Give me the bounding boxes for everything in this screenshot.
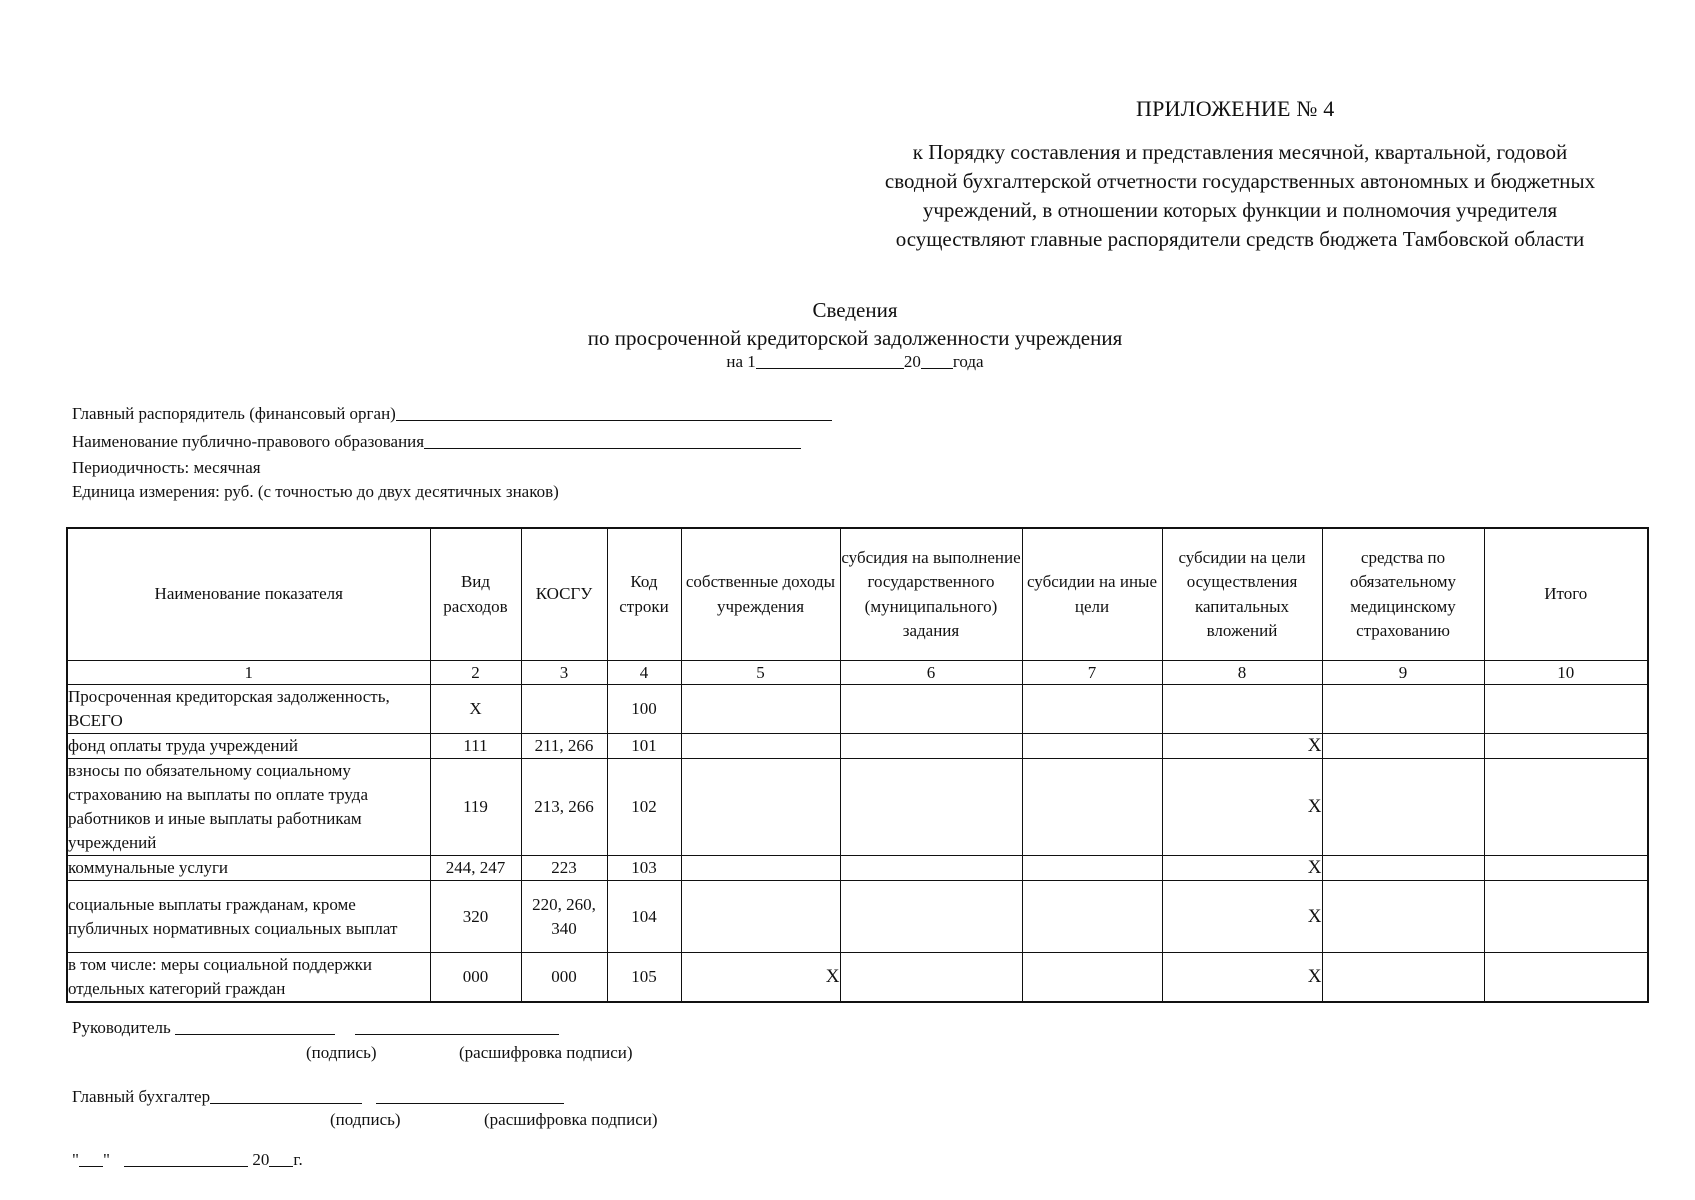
head-signature-caption: (подпись) (306, 1043, 377, 1062)
header-kosgu: КОСГУ (521, 528, 607, 661)
cell-other-subsidies[interactable] (1022, 734, 1162, 759)
row-expense-type: 119 (430, 759, 521, 856)
cell-capital-subsidies: X (1162, 856, 1322, 881)
cell-own-income[interactable] (681, 881, 840, 953)
column-number: 1 (67, 661, 430, 685)
document-title-block (460, 296, 1250, 352)
date-suffix: года (952, 352, 984, 371)
row-name: социальные выплаты гражданам, кроме публичных нормативных социальных выплат (67, 881, 430, 953)
table-row (67, 953, 1648, 1003)
cell-other-subsidies[interactable] (1022, 953, 1162, 1003)
row-name: в том числе: меры социальной поддержки отдельных категорий граждан (67, 953, 430, 1003)
row-kosgu: 000 (521, 953, 607, 1003)
date-year-prefix: 20 (903, 352, 921, 371)
cell-own-income[interactable] (681, 856, 840, 881)
cell-total[interactable] (1484, 856, 1648, 881)
row-name: взносы по обязательному социальному страхованию на выплаты по оплате труда работников и иные выплаты работникам учреждений (67, 759, 430, 856)
cell-own-income[interactable] (681, 734, 840, 759)
cell-state-task-subsidy[interactable] (840, 685, 1022, 734)
header-expense-type: Вид расходов (430, 528, 521, 661)
accountant-label: Главный бухгалтер (72, 1087, 211, 1106)
cell-state-task-subsidy[interactable] (840, 759, 1022, 856)
cell-state-task-subsidy[interactable] (840, 734, 1022, 759)
row-line-code: 101 (607, 734, 681, 759)
accountant-decoding-caption: (расшифровка подписи) (484, 1110, 658, 1129)
cell-total[interactable] (1484, 759, 1648, 856)
cell-other-subsidies[interactable] (1022, 685, 1162, 734)
row-expense-type: 111 (430, 734, 521, 759)
column-number: 9 (1322, 661, 1484, 685)
date-quote-open: " (72, 1150, 79, 1169)
public-entity-label: Наименование публично-правового образования (72, 432, 425, 451)
column-number: 6 (840, 661, 1022, 685)
cell-total[interactable] (1484, 881, 1648, 953)
chief-manager-label: Главный распорядитель (финансовый орган) (72, 404, 396, 423)
report-date-line (460, 352, 1250, 372)
header-line-code: Код строки (607, 528, 681, 661)
cell-total[interactable] (1484, 685, 1648, 734)
date-prefix: на 1 (726, 352, 756, 371)
column-number: 10 (1484, 661, 1648, 685)
header-medical-insurance: средства по обязательному медицинскому страхованию (1322, 528, 1484, 661)
table-row (67, 759, 1648, 856)
cell-medical-insurance[interactable] (1322, 856, 1484, 881)
periodicity-line: Периодичность: месячная (72, 458, 261, 477)
row-expense-type: X (430, 685, 521, 734)
row-line-code: 100 (607, 685, 681, 734)
annex-subtitle (830, 138, 1650, 254)
signing-year-field[interactable] (269, 1150, 293, 1167)
cell-medical-insurance[interactable] (1322, 953, 1484, 1003)
cell-state-task-subsidy[interactable] (840, 856, 1022, 881)
row-line-code: 103 (607, 856, 681, 881)
cell-medical-insurance[interactable] (1322, 685, 1484, 734)
public-entity-line (72, 432, 801, 452)
row-kosgu: 213, 266 (521, 759, 607, 856)
header-state-task-subsidy: субсидия на выполнение государственного (муниципального) задания (840, 528, 1022, 661)
head-decoding-caption: (расшифровка подписи) (459, 1043, 633, 1062)
head-signature-field[interactable] (175, 1018, 335, 1035)
public-entity-field[interactable] (424, 432, 801, 449)
accountant-signature-caption: (подпись) (330, 1110, 401, 1129)
row-name: коммунальные услуги (67, 856, 430, 881)
head-signature-line (72, 1018, 559, 1038)
cell-total[interactable] (1484, 953, 1648, 1003)
row-kosgu (521, 685, 607, 734)
table-row (67, 856, 1648, 881)
row-line-code: 105 (607, 953, 681, 1003)
annex-subtitle-line: сводной бухгалтерской отчетности государственных автономных и бюджетных (884, 169, 1596, 193)
header-total: Итого (1484, 528, 1648, 661)
chief-manager-field[interactable] (396, 404, 832, 421)
table-row (67, 881, 1648, 953)
cell-medical-insurance[interactable] (1322, 734, 1484, 759)
head-decoding-field[interactable] (355, 1018, 559, 1035)
cell-capital-subsidies: X (1162, 734, 1322, 759)
cell-other-subsidies[interactable] (1022, 881, 1162, 953)
row-expense-type: 244, 247 (430, 856, 521, 881)
date-year-blank[interactable] (921, 352, 953, 369)
column-number: 5 (681, 661, 840, 685)
cell-other-subsidies[interactable] (1022, 759, 1162, 856)
cell-medical-insurance[interactable] (1322, 881, 1484, 953)
header-capital-subsidies: субсидии на цели осуществления капитальных вложений (1162, 528, 1322, 661)
row-line-code: 102 (607, 759, 681, 856)
document-subtitle: по просроченной кредиторской задолженности учреждения (587, 326, 1123, 350)
cell-medical-insurance[interactable] (1322, 759, 1484, 856)
signing-day-field[interactable] (79, 1150, 103, 1167)
accountant-decoding-field[interactable] (376, 1087, 564, 1104)
cell-capital-subsidies[interactable] (1162, 685, 1322, 734)
date-quote-close: " (102, 1150, 110, 1169)
signing-date-suffix: г. (293, 1150, 303, 1169)
cell-own-income: X (681, 953, 840, 1003)
table-row (67, 685, 1648, 734)
report-table (66, 527, 1649, 1003)
annex-subtitle-line: к Порядку составления и представления месячной, квартальной, годовой (912, 140, 1568, 164)
row-kosgu: 223 (521, 856, 607, 881)
cell-capital-subsidies: X (1162, 759, 1322, 856)
table-header-row (67, 528, 1648, 661)
cell-own-income[interactable] (681, 685, 840, 734)
row-kosgu: 211, 266 (521, 734, 607, 759)
cell-state-task-subsidy[interactable] (840, 881, 1022, 953)
unit-line: Единица измерения: руб. (с точностью до двух десятичных знаков) (72, 482, 559, 501)
table-row (67, 734, 1648, 759)
cell-own-income[interactable] (681, 759, 840, 856)
column-number: 3 (521, 661, 607, 685)
signing-date-line (72, 1150, 303, 1170)
column-number: 8 (1162, 661, 1322, 685)
cell-other-subsidies[interactable] (1022, 856, 1162, 881)
annex-title: ПРИЛОЖЕНИЕ № 4 (1136, 96, 1335, 121)
cell-total[interactable] (1484, 734, 1648, 759)
signing-month-field[interactable] (124, 1150, 248, 1167)
row-line-code: 104 (607, 881, 681, 953)
row-name: Просроченная кредиторская задолженность, ВСЕГО (67, 685, 430, 734)
accountant-signature-line (72, 1087, 564, 1107)
row-expense-type: 000 (430, 953, 521, 1003)
accountant-signature-field[interactable] (210, 1087, 362, 1104)
column-number: 7 (1022, 661, 1162, 685)
header-indicator-name: Наименование показателя (67, 528, 430, 661)
document-title: Сведения (812, 298, 898, 322)
row-kosgu: 220, 260, 340 (521, 881, 607, 953)
row-expense-type: 320 (430, 881, 521, 953)
column-number: 2 (430, 661, 521, 685)
signing-year-prefix: 20 (252, 1150, 270, 1169)
annex-subtitle-line: осуществляют главные распорядители средств бюджета Тамбовской области (895, 227, 1585, 251)
row-name: фонд оплаты труда учреждений (67, 734, 430, 759)
chief-manager-line (72, 404, 832, 424)
date-day-month-blank[interactable] (756, 352, 904, 369)
head-label: Руководитель (72, 1018, 171, 1037)
cell-state-task-subsidy[interactable] (840, 953, 1022, 1003)
column-number-row (67, 661, 1648, 685)
column-number: 4 (607, 661, 681, 685)
header-other-subsidies: субсидии на иные цели (1022, 528, 1162, 661)
cell-capital-subsidies: X (1162, 881, 1322, 953)
header-own-income: собственные доходы учреждения (681, 528, 840, 661)
cell-capital-subsidies: X (1162, 953, 1322, 1003)
annex-subtitle-line: учреждений, в отношении которых функции и полномочия учредителя (922, 198, 1558, 222)
